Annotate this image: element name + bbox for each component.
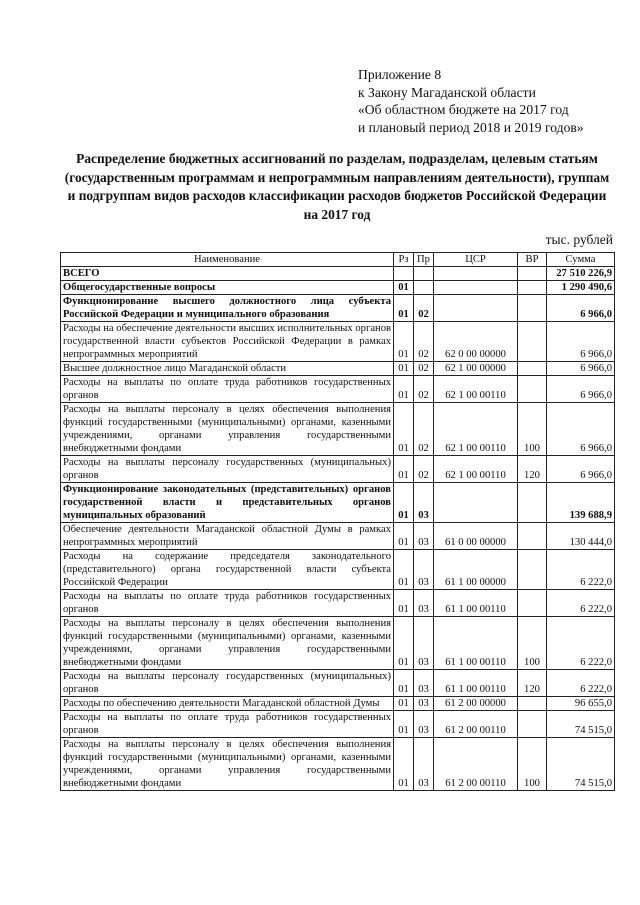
row-pr: 03 [414,523,434,550]
document-title: Распределение бюджетных ассигнований по разделам, подразделам, целевым статьям (государственным программам и непрограммным направлениям деятельности), группам и подгруппам видов расходов классификации расходов бюджетов Российской Федерации на 2017 год [64,151,610,222]
row-vr [518,295,547,322]
appendix-line-4: и плановый период 2018 и 2019 годов» [358,119,584,135]
table-row [61,738,615,791]
table-row [61,295,615,322]
row-vr: 100 [518,738,547,791]
row-vr [518,711,547,738]
table-row [61,483,615,523]
row-rz: 01 [394,670,414,697]
table-row [61,590,615,617]
row-vr: 120 [518,456,547,483]
row-pr: 03 [414,670,434,697]
row-sum: 6 966,0 [547,322,615,362]
row-vr [518,550,547,590]
row-rz: 01 [394,281,414,295]
row-pr: 03 [414,711,434,738]
row-pr [414,281,434,295]
row-sum: 130 444,0 [547,523,615,550]
row-sum: 27 510 226,9 [547,267,615,281]
row-pr: 03 [414,550,434,590]
row-name: Расходы на выплаты персоналу в целях обеспечения выполнения функций государственными (муниципальными) органами, казенными учреждениями, органами управления государственными внебюджетными фондами [61,403,394,456]
row-vr [518,362,547,376]
header-pr: Пр [414,253,434,267]
row-csr [434,267,518,281]
table-row [61,523,615,550]
appendix-line-1: Приложение 8 [358,67,442,82]
row-sum: 6 966,0 [547,295,615,322]
row-name: Обеспечение деятельности Магаданской областной Думы в рамках непрограммных мероприятий [61,523,394,550]
row-vr: 120 [518,670,547,697]
table-row [61,456,615,483]
row-pr: 02 [414,322,434,362]
row-vr [518,322,547,362]
row-pr: 03 [414,697,434,711]
row-rz: 01 [394,322,414,362]
header-name: Наименование [61,253,394,267]
row-name: Функционирование законодательных (представительных) органов государственной власти и представительных органов муниципальных образований [61,483,394,523]
row-name: Расходы на содержание председателя законодательного (представительного) органа государственной власти субъекта Российской Федерации [61,550,394,590]
row-csr: 61 2 00 00110 [434,738,518,791]
row-sum: 74 515,0 [547,711,615,738]
row-name: Общегосударственные вопросы [61,281,394,295]
row-csr [434,295,518,322]
row-vr [518,590,547,617]
row-sum: 6 966,0 [547,362,615,376]
row-pr: 03 [414,590,434,617]
row-rz: 01 [394,295,414,322]
row-csr: 61 1 00 00000 [434,550,518,590]
row-pr: 03 [414,738,434,791]
row-sum: 6 222,0 [547,590,615,617]
row-name: Высшее должностное лицо Магаданской области [61,362,394,376]
row-vr [518,376,547,403]
table-body [61,267,615,791]
row-vr [518,483,547,523]
table-row [61,403,615,456]
table-row [61,362,615,376]
units-label: тыс. рублей [545,232,613,247]
table-row [61,376,615,403]
row-sum: 139 688,9 [547,483,615,523]
row-csr: 61 1 00 00110 [434,617,518,670]
row-sum: 96 655,0 [547,697,615,711]
row-csr: 61 1 00 00110 [434,670,518,697]
row-name: Расходы на выплаты по оплате труда работников государственных органов [61,711,394,738]
table-row [61,550,615,590]
row-pr: 02 [414,362,434,376]
row-rz: 01 [394,550,414,590]
row-sum: 6 966,0 [547,376,615,403]
row-pr: 02 [414,456,434,483]
row-csr [434,483,518,523]
row-vr [518,697,547,711]
row-sum: 6 966,0 [547,403,615,456]
row-name: Расходы на выплаты персоналу государственных (муниципальных) органов [61,456,394,483]
row-csr: 62 0 00 00000 [434,322,518,362]
table-row [61,711,615,738]
row-vr: 100 [518,403,547,456]
row-csr: 62 1 00 00000 [434,362,518,376]
appendix-line-2: к Закону Магаданской области [358,84,536,100]
row-vr [518,267,547,281]
row-name: Расходы по обеспечению деятельности Магаданской областной Думы [61,697,394,711]
row-rz: 01 [394,456,414,483]
row-pr [414,267,434,281]
row-vr [518,281,547,295]
row-csr [434,281,518,295]
row-sum: 6 966,0 [547,456,615,483]
row-rz: 01 [394,697,414,711]
row-rz: 01 [394,403,414,456]
appendix-header [358,66,584,136]
header-csr: ЦСР [434,253,518,267]
header-rz: Рз [394,253,414,267]
row-csr: 62 1 00 00110 [434,403,518,456]
appendix-line-3: «Об областном бюджете на 2017 год [358,102,569,118]
row-name: Расходы на выплаты по оплате труда работников государственных органов [61,590,394,617]
row-rz: 01 [394,711,414,738]
row-name: Расходы на выплаты по оплате труда работников государственных органов [61,376,394,403]
row-rz: 01 [394,483,414,523]
row-sum: 6 222,0 [547,550,615,590]
table-row [61,267,615,281]
row-rz: 01 [394,376,414,403]
row-rz [394,267,414,281]
row-csr: 61 0 00 00000 [434,523,518,550]
row-name: Функционирование высшего должностного лица субъекта Российской Федерации и муниципального образования [61,295,394,322]
row-name: Расходы на выплаты персоналу государственных (муниципальных) органов [61,670,394,697]
table-row [61,617,615,670]
row-rz: 01 [394,523,414,550]
row-csr: 61 1 00 00110 [434,590,518,617]
row-pr: 03 [414,617,434,670]
row-rz: 01 [394,617,414,670]
header-vr: ВР [518,253,547,267]
table-row [61,322,615,362]
row-sum: 74 515,0 [547,738,615,791]
table-row [61,697,615,711]
row-pr: 02 [414,295,434,322]
row-csr: 62 1 00 00110 [434,456,518,483]
row-name: ВСЕГО [61,267,394,281]
row-name: Расходы на выплаты персоналу в целях обеспечения выполнения функций государственными (муниципальными) органами, казенными учреждениями, органами управления государственными внебюджетными фондами [61,738,394,791]
row-pr: 02 [414,403,434,456]
row-csr: 61 2 00 00110 [434,711,518,738]
row-sum: 6 222,0 [547,670,615,697]
row-csr: 62 1 00 00110 [434,376,518,403]
row-name: Расходы на выплаты персоналу в целях обеспечения выполнения функций государственными (муниципальными) органами, казенными учреждениями, органами управления государственными внебюджетными фондами [61,617,394,670]
row-rz: 01 [394,590,414,617]
row-pr: 02 [414,376,434,403]
row-rz: 01 [394,362,414,376]
row-csr: 61 2 00 00000 [434,697,518,711]
table-row [61,281,615,295]
header-sum: Сумма [547,253,615,267]
row-vr: 100 [518,617,547,670]
table-header-row [61,253,615,267]
row-name: Расходы на обеспечение деятельности высших исполнительных органов государственной власти субъектов Российской Федерации в рамках непрограммных мероприятий [61,322,394,362]
row-sum: 1 290 490,6 [547,281,615,295]
row-rz: 01 [394,738,414,791]
table-row [61,670,615,697]
row-sum: 6 222,0 [547,617,615,670]
row-pr: 03 [414,483,434,523]
row-vr [518,523,547,550]
budget-table [60,252,615,791]
